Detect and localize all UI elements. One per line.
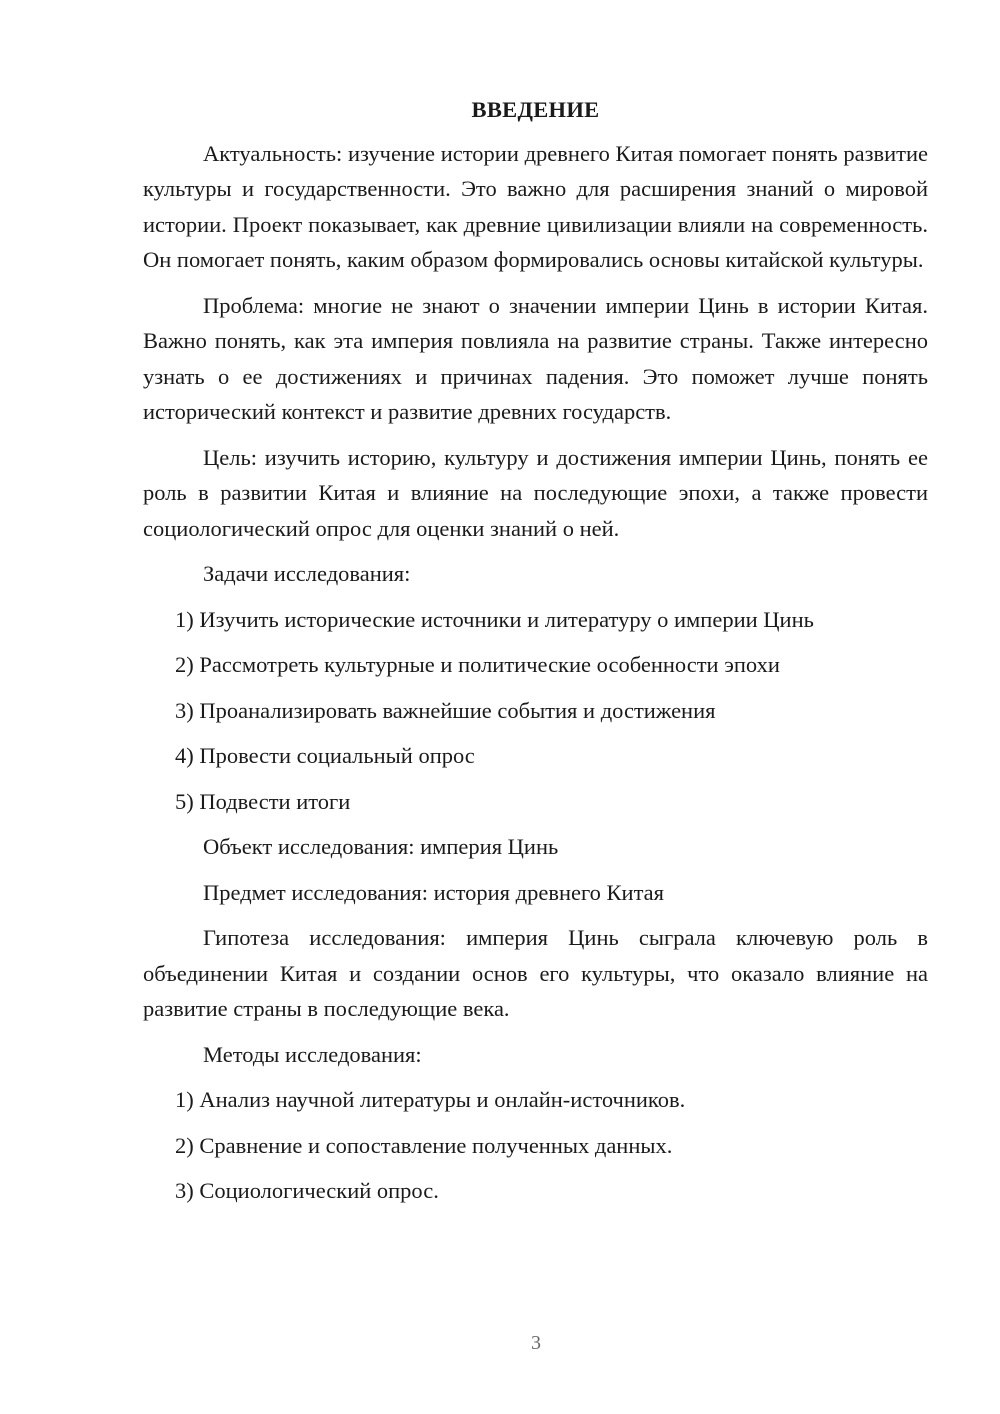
list-item: 2) Сравнение и сопоставление полученных данных. — [175, 1132, 673, 1158]
subject-line: Предмет исследования: история древнего Китая — [203, 879, 665, 905]
methods-list — [143, 1082, 928, 1209]
page-number: 3 — [531, 1332, 541, 1354]
tasks-list — [143, 602, 928, 820]
tasks-heading: Задачи исследования: — [203, 561, 411, 586]
problem-paragraph: Проблема: многие не знают о значении империи Цинь в истории Китая. Важно понять, как эта империя повлияла на развитие страны. Также интересно узнать о ее достижениях и причинах падения. Это поможет лучше понять исторический контекст и развитие древних государств. — [143, 292, 928, 424]
list-item: 3) Проанализировать важнейшие события и достижения — [175, 697, 716, 723]
list-item: 4) Провести социальный опрос — [175, 743, 475, 768]
relevance-paragraph: Актуальность: изучение истории древнего Китая помогает понять развитие культуры и государственности. Это важно для расширения знаний о мировой истории. Проект показывает, как древние цивилизации влияли на современность. Он помогает понять, каким образом формировались основы китайской культуры. — [143, 140, 928, 272]
methods-heading: Методы исследования: — [203, 1041, 422, 1067]
document-page — [143, 92, 928, 1219]
list-item: 3) Социологический опрос. — [175, 1178, 439, 1203]
list-item: 2) Рассмотреть культурные и политические особенности эпохи — [175, 652, 780, 677]
section-title: ВВЕДЕНИЕ — [471, 97, 600, 122]
hypothesis-paragraph: Гипотеза исследования: империя Цинь сыграла ключевую роль в объединении Китая и создании основ его культуры, что оказало влияние на развитие страны в последующие века. — [143, 925, 928, 1021]
list-item: 1) Изучить исторические источники и литературу о империи Цинь — [175, 606, 814, 632]
object-line: Объект исследования: империя Цинь — [203, 834, 559, 859]
list-item: 1) Анализ научной литературы и онлайн-источников. — [175, 1087, 686, 1112]
goal-paragraph: Цель: изучить историю, культуру и достижения империи Цинь, понять ее роль в развитии Китая и влияние на последующие эпохи, а также провести социологический опрос для оценки знаний о ней. — [143, 444, 928, 541]
list-item: 5) Подвести итоги — [175, 788, 351, 814]
